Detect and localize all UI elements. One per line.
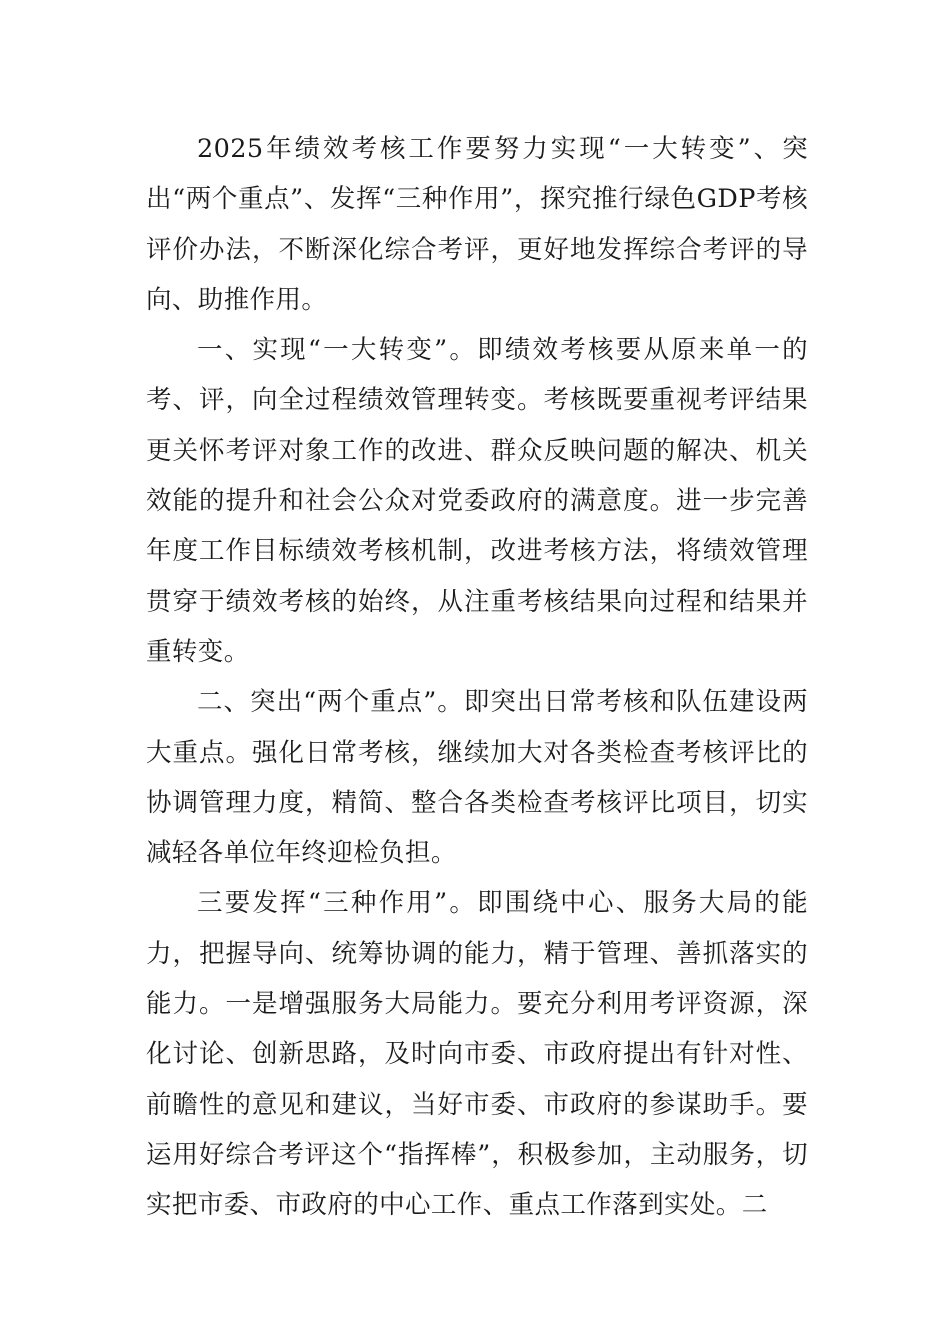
document-body: [146, 124, 808, 1231]
intro-paragraph: 2025年绩效考核工作要努力实现“一大转变”、突出“两个重点”、发挥“三种作用”，探究推行绿色GDP考核评价办法，不断深化综合考评，更好地发挥综合考评的导向、助推作用。: [146, 134, 808, 315]
section-two-paragraph: 二、突出“两个重点”。即突出日常考核和队伍建设两大重点。强化日常考核，继续加大对各类检查考核评比的协调管理力度，精简、整合各类检查考核评比项目，切实减轻各单位年终迎检负担。: [146, 687, 808, 869]
section-one-paragraph: 一、实现“一大转变”。即绩效考核要从原来单一的考、评，向全过程绩效管理转变。考核既要重视考评结果更关怀考评对象工作的改进、群众反映问题的解决、机关效能的提升和社会公众对党委政府的满意度。进一步完善年度工作目标绩效考核机制，改进考核方法，将绩效管理贯穿于绩效考核的始终，从注重考核结果向过程和结果并重转变。: [146, 335, 808, 667]
section-three-paragraph: 三要发挥“三种作用”。即围绕中心、服务大局的能力，把握导向、统筹协调的能力，精于管理、善抓落实的能力。一是增强服务大局能力。要充分利用考评资源，深化讨论、创新思路，及时向市委、市政府提出有针对性、前瞻性的意见和建议，当好市委、市政府的参谋助手。要运用好综合考评这个“指挥棒”，积极参加，主动服务，切实把市委、市政府的中心工作、重点工作落到实处。二: [146, 888, 808, 1221]
